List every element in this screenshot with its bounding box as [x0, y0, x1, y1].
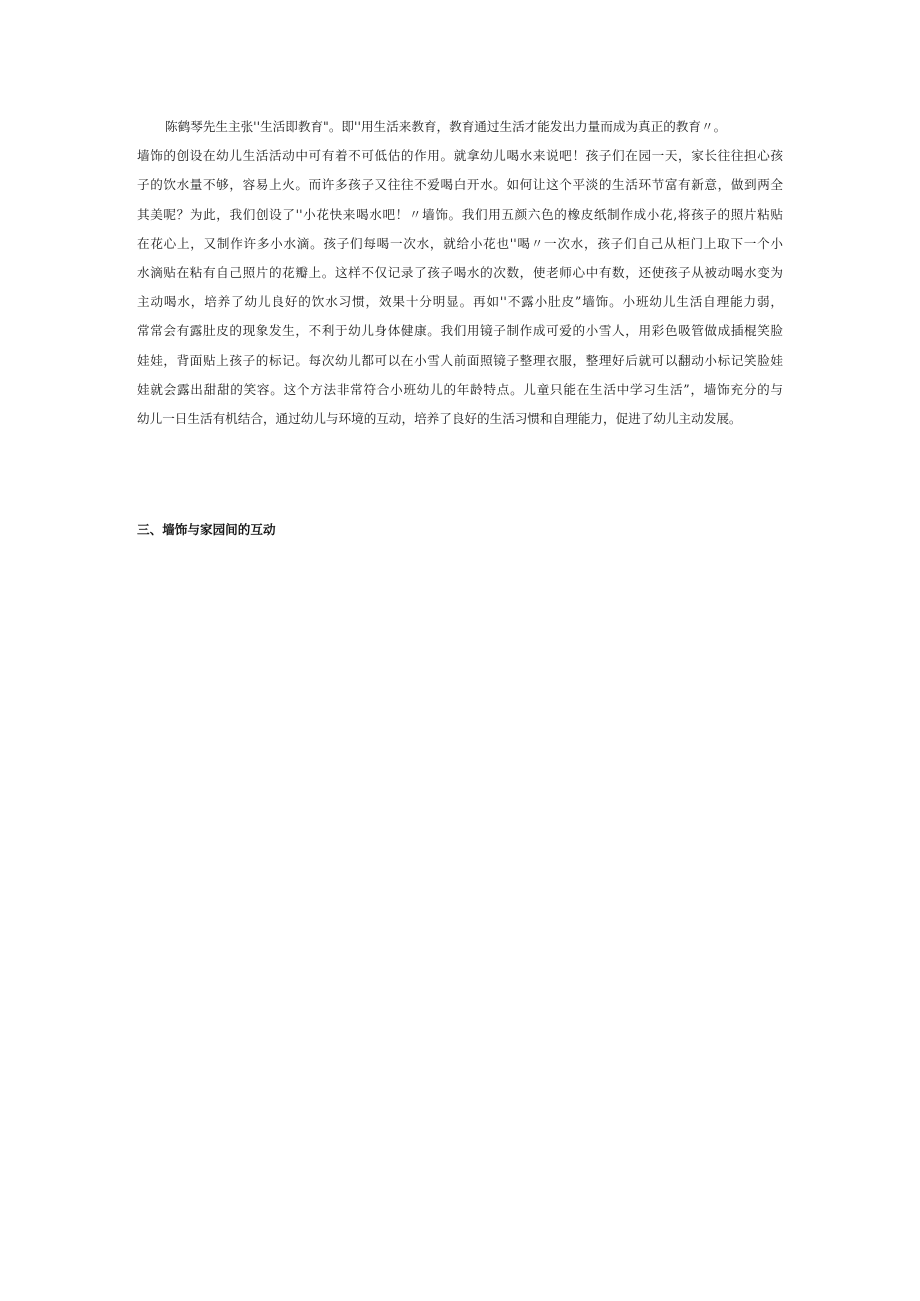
paragraph-line: 墙饰的创设在幼儿生活活动中可有着不可低估的作用。就拿幼儿喝水来说吧！孩子们在园一天，家长往往担心孩 — [137, 148, 783, 164]
paragraph-line: 子的饮水量不够，容易上火。而许多孩子又往往不爱喝白开水。如何让这个平淡的生活环节富有新意，做到两全 — [137, 177, 783, 193]
section-heading: 三、墙饰与家园间的互动 — [137, 522, 276, 537]
paragraph-line: 陈鹤琴先生主张''生活即教育"。即''用生活来教育，教育通过生活才能发出力量而成为真正的教育〃。 — [165, 119, 727, 134]
paragraph-line: 其美呢？为此，我们创设了''小花快来喝水吧！〃墙饰。我们用五颜六色的橡皮纸制作成小花,将孩子的照片粘贴 — [137, 206, 783, 222]
paragraph-line: 常常会有露肚皮的现象发生，不利于幼儿身体健康。我们用镜子制作成可爱的小雪人，用彩色吸管做成插棍笑脸 — [137, 323, 783, 339]
paragraph-line: 娃就会露出甜甜的笑容。这个方法非常符合小班幼儿的年龄特点。儿童只能在生活中学习生活”，墙饰充分的与 — [137, 381, 783, 397]
body-paragraph — [137, 112, 783, 433]
paragraph-line: 幼儿一日生活有机结合，通过幼儿与环境的互动，培养了良好的生活习惯和自理能力，促进了幼儿主动发展。 — [137, 410, 742, 426]
paragraph-line: 水滴贴在粘有自己照片的花瓣上。这样不仅记录了孩子喝水的次数，使老师心中有数，还使孩子从被动喝水变为 — [137, 264, 783, 280]
paragraph-line: 娃娃，背面贴上孩子的标记。每次幼儿都可以在小雪人前面照镜子整理衣服，整理好后就可以翻动小标记笑脸娃 — [137, 352, 783, 368]
paragraph-line: 主动喝水，培养了幼儿良好的饮水习惯，效果十分明显。再如''不露小肚皮”墙饰。小班幼儿生活自理能力弱， — [137, 294, 783, 310]
paragraph-line: 在花心上，又制作许多小水滴。孩子们每喝一次水，就给小花也''喝〃一次水，孩子们自己从柜门上取下一个小 — [137, 235, 783, 251]
